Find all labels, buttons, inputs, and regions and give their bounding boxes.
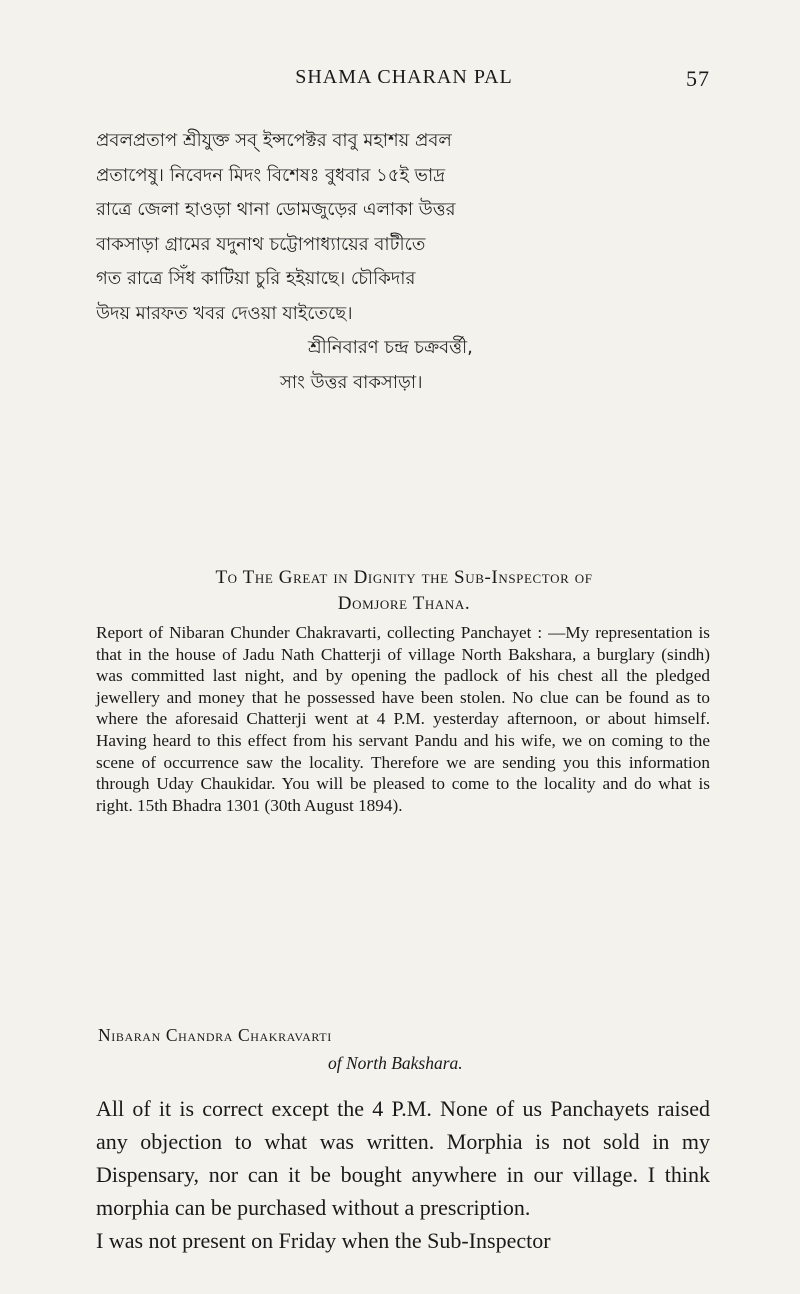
signature-name: Nibaran Chandra Chakravarti bbox=[98, 1025, 332, 1045]
body-paragraph: I was not present on Friday when the Sub-Inspector bbox=[96, 1228, 551, 1253]
page-number: 57 bbox=[686, 66, 710, 91]
testimony-text bbox=[96, 1092, 710, 1257]
bengali-signature-place: সাং উত্তর বাকসাড়া। bbox=[280, 371, 423, 393]
bengali-line: প্রবলপ্রতাপ শ্রীযুক্ত সব্‌ ইন্সপেক্টর বাবু মহাশয় প্রবল bbox=[96, 130, 452, 151]
heading-line-2: Domjore Thana. bbox=[337, 593, 471, 614]
signature-place: of North Bakshara. bbox=[328, 1053, 463, 1073]
bengali-line: উদয় মারফত খবর দেওয়া যাইতেছে। bbox=[96, 302, 353, 324]
bengali-signature-name: শ্রীনিবারণ চন্দ্র চক্রবর্ত্তী, bbox=[308, 337, 473, 358]
bengali-line: রাত্রে জেলা হাওড়া থানা ডোমজুড়ের এলাকা উত্তর bbox=[96, 199, 456, 220]
running-head bbox=[98, 66, 710, 92]
bengali-line: প্রতাপেষু। নিবেদন মিদং বিশেষঃ বুধবার ১৫ই ভাদ্র bbox=[96, 164, 446, 186]
bengali-line: গত রাত্রে সিঁধ কাটিয়া চুরি হইয়াছে। চৌকিদার bbox=[96, 268, 416, 289]
running-head-title: SHAMA CHARAN PAL bbox=[295, 66, 513, 88]
bengali-line: বাকসাড়া গ্রামের যদুনাথ চট্টোপাধ্যায়ের বাটীতে bbox=[96, 233, 426, 255]
report-translation bbox=[96, 622, 710, 816]
heading-line-1: To The Great in Dignity the Sub-Inspector of bbox=[215, 567, 593, 588]
body-paragraph: All of it is correct except the 4 P.M. None of us Panchayets raised any objection to what was written. Morphia is not sold in my Dispensary, nor can it be bought anywhere in our village. I think morphia can be purchased without a prescription. bbox=[96, 1096, 710, 1220]
bengali-letter bbox=[96, 124, 708, 400]
report-paragraph: Report of Nibaran Chunder Chakravarti, collecting Panchayet : —My representation is that in the house of Jadu Nath Chatterji of village North Bakshara, a burglary (sindh) was committed last night, and by opening the padlock of his chest all the pledged jewellery and money that he possessed have been stolen. No clue can be found as to where the aforesaid Chatterji went at 4 P.M. yesterday afternoon, or about himself. Having heard to this effect from his servant Pandu and his wife, we on coming to the scene of occurrence saw the locality. Therefore we are sending you this information through Uday Chaukidar. You will be pleased to come to the locality and do what is right. 15th Bhadra 1301 (30th August 1894). bbox=[96, 623, 710, 815]
letter-heading bbox=[98, 565, 710, 617]
